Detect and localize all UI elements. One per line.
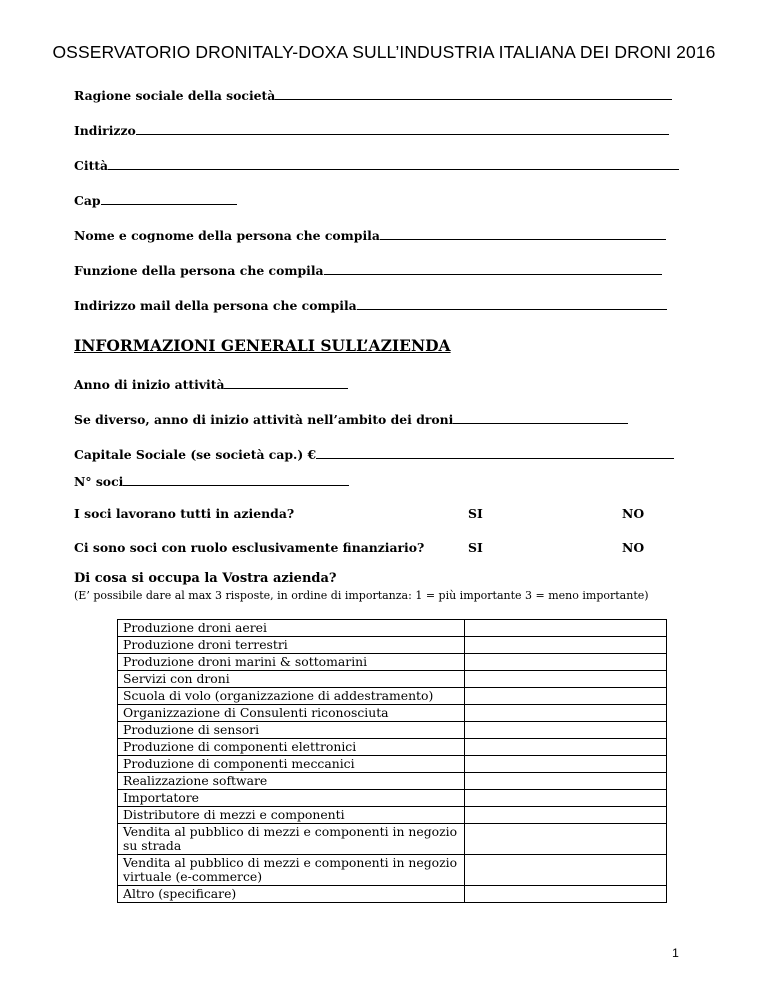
rank-cell[interactable] (465, 705, 667, 722)
page-number: 1 (672, 946, 679, 960)
city-label: Città (74, 158, 109, 173)
table-row (118, 688, 667, 705)
cap-line[interactable] (101, 204, 237, 205)
table-row (118, 722, 667, 739)
partners-count-line[interactable] (123, 485, 349, 486)
activity-option: Scuola di volo (organizzazione di addestramento) (118, 688, 465, 705)
activity-option: Produzione di componenti elettronici (118, 739, 465, 756)
rank-cell[interactable] (465, 773, 667, 790)
table-row (118, 671, 667, 688)
rank-cell[interactable] (465, 654, 667, 671)
page-header: OSSERVATORIO DRONITALY-DOXA SULL’INDUSTRIA ITALIANA DEI DRONI 2016 (52, 42, 716, 62)
compiler-email-field[interactable] (74, 298, 667, 313)
rank-cell[interactable] (465, 790, 667, 807)
question-financial-partners: Ci sono soci con ruolo esclusivamente finanziario? (74, 540, 425, 555)
compiler-email-label: Indirizzo mail della persona che compila (74, 298, 357, 313)
rank-cell[interactable] (465, 637, 667, 654)
drone-start-year-line[interactable] (453, 423, 628, 424)
rank-cell[interactable] (465, 739, 667, 756)
drone-start-year-label: Se diverso, anno di inizio attività nell’ambito dei droni (74, 412, 454, 427)
partners-count-field[interactable] (74, 474, 349, 489)
activity-table (117, 619, 667, 903)
rank-cell[interactable] (465, 824, 667, 855)
answer-yes-button[interactable]: SI (468, 540, 483, 555)
table-row (118, 824, 667, 855)
rank-cell[interactable] (465, 886, 667, 903)
activity-option: Distributore di mezzi e componenti (118, 807, 465, 824)
activity-option: Produzione droni marini & sottomarini (118, 654, 465, 671)
activity-option: Importatore (118, 790, 465, 807)
cap-label: Cap (74, 193, 101, 208)
activity-option: Vendita al pubblico di mezzi e componenti in negozio su strada (118, 824, 465, 855)
rank-cell[interactable] (465, 756, 667, 773)
company-name-label: Ragione sociale della società (74, 88, 276, 103)
activity-option: Produzione droni terrestri (118, 637, 465, 654)
answer-no-button[interactable]: NO (622, 506, 645, 521)
activity-option: Produzione droni aerei (118, 620, 465, 637)
activity-question: Di cosa si occupa la Vostra azienda? (74, 571, 337, 586)
start-year-field[interactable] (74, 377, 348, 392)
answer-yes-button[interactable]: SI (468, 506, 483, 521)
cap-field[interactable] (74, 193, 237, 208)
compiler-name-label: Nome e cognome della persona che compila (74, 228, 380, 243)
table-row (118, 886, 667, 903)
table-row (118, 773, 667, 790)
rank-cell[interactable] (465, 807, 667, 824)
table-row (118, 756, 667, 773)
address-field[interactable] (74, 123, 669, 138)
start-year-line[interactable] (224, 388, 348, 389)
rank-cell[interactable] (465, 688, 667, 705)
activity-option: Produzione di sensori (118, 722, 465, 739)
table-row (118, 855, 667, 886)
activity-note: (E’ possibile dare al max 3 risposte, in ordine di importanza: 1 = più importante 3 = meno importante) (74, 589, 649, 602)
compiler-name-field[interactable] (74, 228, 666, 243)
table-row (118, 807, 667, 824)
compiler-email-line[interactable] (357, 309, 667, 310)
table-row (118, 739, 667, 756)
rank-cell[interactable] (465, 671, 667, 688)
activity-option: Vendita al pubblico di mezzi e componenti in negozio virtuale (e-commerce) (118, 855, 465, 886)
city-field[interactable] (74, 158, 679, 173)
rank-cell[interactable] (465, 855, 667, 886)
address-label: Indirizzo (74, 123, 136, 138)
table-row (118, 654, 667, 671)
table-row (118, 705, 667, 722)
rank-cell[interactable] (465, 620, 667, 637)
compiler-name-line[interactable] (380, 239, 666, 240)
partners-count-label: N° soci (74, 474, 124, 489)
answer-no-button[interactable]: NO (622, 540, 645, 555)
start-year-label: Anno di inizio attività (74, 377, 225, 392)
city-line[interactable] (108, 169, 679, 170)
table-row (118, 790, 667, 807)
table-row (118, 620, 667, 637)
compiler-role-label: Funzione della persona che compila (74, 263, 324, 278)
company-name-line[interactable] (275, 99, 672, 100)
section-title: INFORMAZIONI GENERALI SULL’AZIENDA (74, 336, 451, 355)
activity-option: Servizi con droni (118, 671, 465, 688)
share-capital-field[interactable] (74, 447, 674, 462)
drone-start-year-field[interactable] (74, 412, 628, 427)
compiler-role-line[interactable] (324, 274, 662, 275)
address-line[interactable] (136, 134, 669, 135)
compiler-role-field[interactable] (74, 263, 662, 278)
company-name-field[interactable] (74, 88, 672, 103)
activity-option: Altro (specificare) (118, 886, 465, 903)
share-capital-label: Capitale Sociale (se società cap.) € (74, 447, 317, 462)
activity-option: Realizzazione software (118, 773, 465, 790)
question-partners-work: I soci lavorano tutti in azienda? (74, 506, 295, 521)
share-capital-line[interactable] (316, 458, 674, 459)
activity-option: Organizzazione di Consulenti riconosciuta (118, 705, 465, 722)
rank-cell[interactable] (465, 722, 667, 739)
table-row (118, 637, 667, 654)
activity-option: Produzione di componenti meccanici (118, 756, 465, 773)
